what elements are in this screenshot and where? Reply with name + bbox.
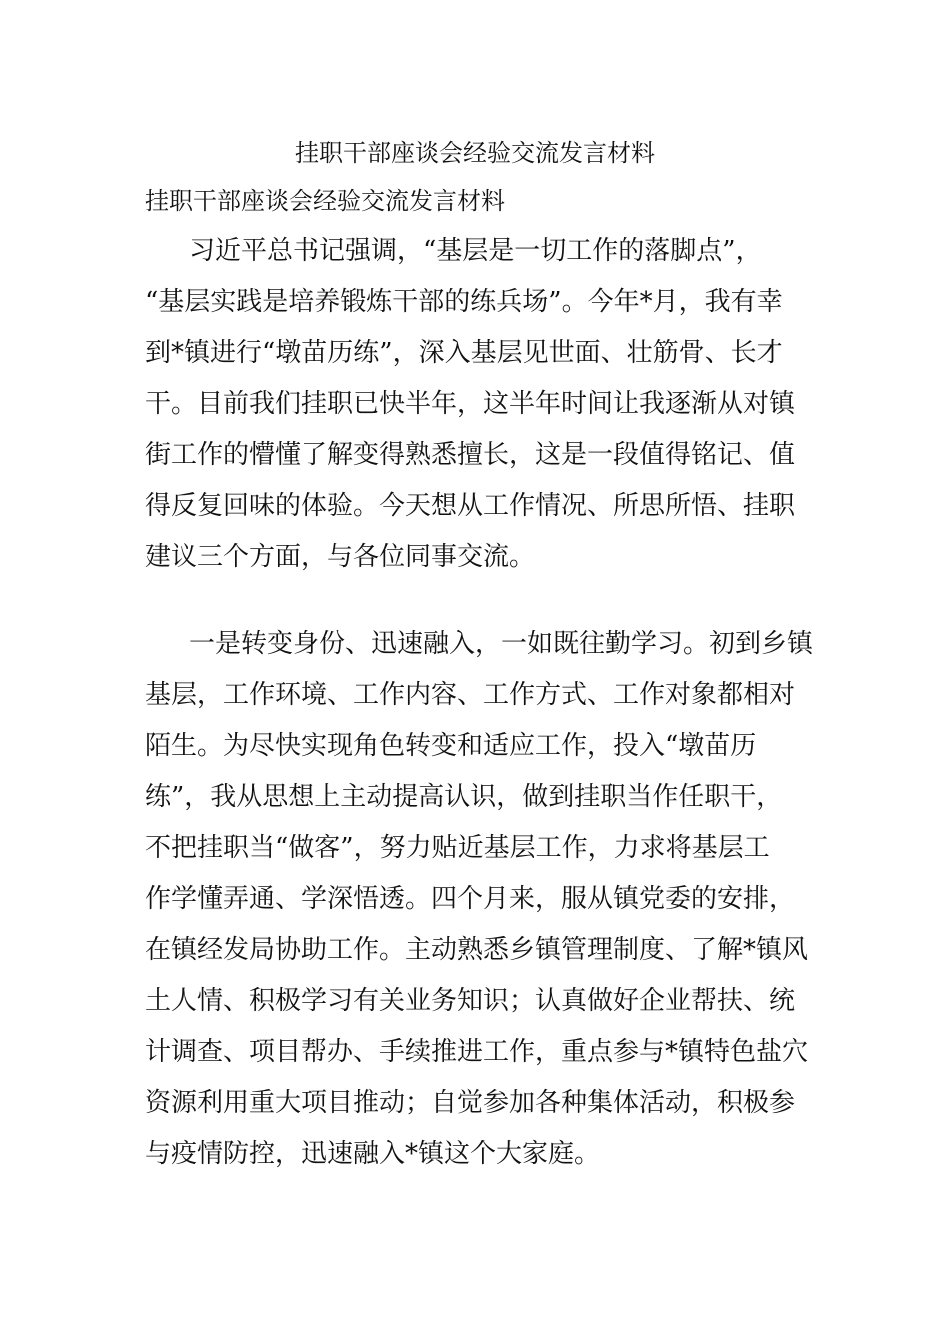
paragraph-line: 习近平总书记强调，“基层是一切工作的落脚点”， xyxy=(189,236,762,266)
paragraph-line: 作学懂弄通、学深悟透。四个月来，服从镇党委的安排， xyxy=(145,884,796,914)
paragraph-line: “基层实践是培养锻炼干部的练兵场”。今年*月，我有幸 xyxy=(145,287,783,317)
paragraph-line: 基层，工作环境、工作内容、工作方式、工作对象都相对 xyxy=(145,680,796,710)
paragraph-line: 练”，我从思想上主动提高认识，做到挂职当作任职干， xyxy=(145,782,783,812)
paragraph-line: 建议三个方面，与各位同事交流。 xyxy=(145,542,536,572)
paragraph-line: 陌生。为尽快实现角色转变和适应工作，投入“墩苗历 xyxy=(145,731,757,761)
paragraph-line: 得反复回味的体验。今天想从工作情况、所思所悟、挂职 xyxy=(145,491,796,521)
paragraph-line: 土人情、积极学习有关业务知识；认真做好企业帮扶、统 xyxy=(145,986,796,1016)
paragraph-line: 一是转变身份、迅速融入，一如既往勤学习。初到乡镇 xyxy=(189,629,814,659)
paragraph-line: 干。目前我们挂职已快半年，这半年时间让我逐渐从对镇 xyxy=(145,389,796,419)
document-title: 挂职干部座谈会经验交流发言材料 xyxy=(295,139,655,167)
paragraph-line: 资源利用重大项目推动；自觉参加各种集体活动，积极参 xyxy=(145,1088,796,1118)
paragraph-line: 街工作的懵懂了解变得熟悉擅长，这是一段值得铭记、值 xyxy=(145,440,796,470)
document-subtitle: 挂职干部座谈会经验交流发言材料 xyxy=(145,187,505,215)
paragraph-line: 在镇经发局协助工作。主动熟悉乡镇管理制度、了解*镇风 xyxy=(145,935,809,965)
paragraph-line: 不把挂职当“做客”，努力贴近基层工作，力求将基层工 xyxy=(145,833,770,863)
paragraph-point-one xyxy=(145,619,815,1180)
paragraph-line: 到*镇进行“墩苗历练”，深入基层见世面、壮筋骨、长才 xyxy=(145,338,783,368)
paragraph-line: 计调查、项目帮办、手续推进工作，重点参与*镇特色盐穴 xyxy=(145,1037,809,1067)
paragraph-intro xyxy=(145,226,815,583)
paragraph-line: 与疫情防控，迅速融入*镇这个大家庭。 xyxy=(145,1139,601,1169)
